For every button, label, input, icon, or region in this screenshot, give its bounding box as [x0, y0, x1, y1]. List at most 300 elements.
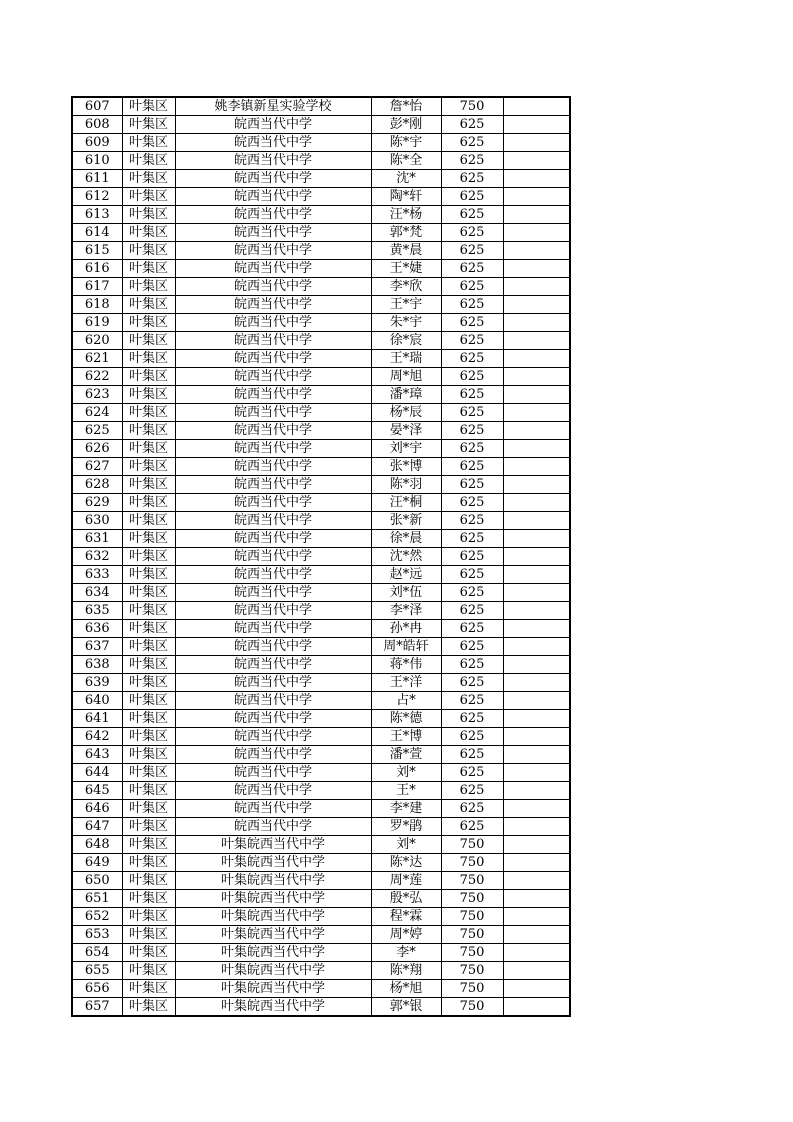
note-cell [503, 836, 570, 854]
amount-cell: 625 [441, 764, 503, 782]
school-cell: 皖西当代中学 [175, 350, 371, 368]
table-row [72, 656, 570, 674]
note-cell [503, 980, 570, 998]
table-row [72, 818, 570, 836]
amount-cell: 625 [441, 404, 503, 422]
row-number-cell: 657 [72, 998, 122, 1017]
school-cell: 皖西当代中学 [175, 674, 371, 692]
amount-cell: 625 [441, 782, 503, 800]
student-name-cell: 潘*萱 [371, 746, 441, 764]
table-row [72, 908, 570, 926]
row-number-cell: 642 [72, 728, 122, 746]
amount-cell: 750 [441, 854, 503, 872]
table-row [72, 116, 570, 134]
amount-cell: 750 [441, 926, 503, 944]
district-cell: 叶集区 [122, 530, 175, 548]
table-row [72, 296, 570, 314]
amount-cell: 625 [441, 296, 503, 314]
roster-table [71, 96, 571, 1017]
school-cell: 皖西当代中学 [175, 242, 371, 260]
table-row [72, 962, 570, 980]
amount-cell: 750 [441, 97, 503, 116]
school-cell: 皖西当代中学 [175, 800, 371, 818]
student-name-cell: 陈*翔 [371, 962, 441, 980]
district-cell: 叶集区 [122, 494, 175, 512]
district-cell: 叶集区 [122, 872, 175, 890]
table-row [72, 548, 570, 566]
table-row [72, 926, 570, 944]
table-row [72, 854, 570, 872]
note-cell [503, 422, 570, 440]
row-number-cell: 627 [72, 458, 122, 476]
row-number-cell: 654 [72, 944, 122, 962]
note-cell [503, 638, 570, 656]
district-cell: 叶集区 [122, 620, 175, 638]
note-cell [503, 926, 570, 944]
district-cell: 叶集区 [122, 260, 175, 278]
student-name-cell: 占* [371, 692, 441, 710]
table-row [72, 170, 570, 188]
note-cell [503, 512, 570, 530]
table-row [72, 620, 570, 638]
district-cell: 叶集区 [122, 512, 175, 530]
row-number-cell: 641 [72, 710, 122, 728]
district-cell: 叶集区 [122, 314, 175, 332]
note-cell [503, 170, 570, 188]
note-cell [503, 908, 570, 926]
table-row [72, 530, 570, 548]
school-cell: 皖西当代中学 [175, 134, 371, 152]
row-number-cell: 630 [72, 512, 122, 530]
table-row [72, 386, 570, 404]
row-number-cell: 610 [72, 152, 122, 170]
row-number-cell: 656 [72, 980, 122, 998]
amount-cell: 625 [441, 386, 503, 404]
district-cell: 叶集区 [122, 638, 175, 656]
district-cell: 叶集区 [122, 656, 175, 674]
school-cell: 皖西当代中学 [175, 458, 371, 476]
amount-cell: 625 [441, 422, 503, 440]
student-name-cell: 王* [371, 782, 441, 800]
district-cell: 叶集区 [122, 890, 175, 908]
row-number-cell: 629 [72, 494, 122, 512]
table-row [72, 512, 570, 530]
student-name-cell: 杨*辰 [371, 404, 441, 422]
school-cell: 皖西当代中学 [175, 296, 371, 314]
school-cell: 皖西当代中学 [175, 764, 371, 782]
amount-cell: 625 [441, 458, 503, 476]
table-row [72, 206, 570, 224]
amount-cell: 750 [441, 890, 503, 908]
note-cell [503, 962, 570, 980]
row-number-cell: 626 [72, 440, 122, 458]
note-cell [503, 998, 570, 1017]
note-cell [503, 278, 570, 296]
district-cell: 叶集区 [122, 134, 175, 152]
row-number-cell: 624 [72, 404, 122, 422]
school-cell: 皖西当代中学 [175, 188, 371, 206]
table-row [72, 890, 570, 908]
school-cell: 叶集皖西当代中学 [175, 890, 371, 908]
school-cell: 皖西当代中学 [175, 422, 371, 440]
note-cell [503, 710, 570, 728]
row-number-cell: 647 [72, 818, 122, 836]
amount-cell: 625 [441, 170, 503, 188]
row-number-cell: 618 [72, 296, 122, 314]
school-cell: 皖西当代中学 [175, 278, 371, 296]
amount-cell: 625 [441, 620, 503, 638]
table-row [72, 674, 570, 692]
student-name-cell: 陈*全 [371, 152, 441, 170]
student-name-cell: 周*婷 [371, 926, 441, 944]
amount-cell: 625 [441, 368, 503, 386]
district-cell: 叶集区 [122, 962, 175, 980]
amount-cell: 750 [441, 836, 503, 854]
row-number-cell: 643 [72, 746, 122, 764]
student-name-cell: 郭*梵 [371, 224, 441, 242]
amount-cell: 625 [441, 800, 503, 818]
amount-cell: 750 [441, 908, 503, 926]
table-row [72, 440, 570, 458]
row-number-cell: 653 [72, 926, 122, 944]
district-cell: 叶集区 [122, 800, 175, 818]
note-cell [503, 854, 570, 872]
school-cell: 皖西当代中学 [175, 728, 371, 746]
row-number-cell: 631 [72, 530, 122, 548]
district-cell: 叶集区 [122, 242, 175, 260]
table-row [72, 728, 570, 746]
note-cell [503, 656, 570, 674]
student-name-cell: 刘*伍 [371, 584, 441, 602]
district-cell: 叶集区 [122, 476, 175, 494]
row-number-cell: 632 [72, 548, 122, 566]
table-row [72, 764, 570, 782]
table-row [72, 566, 570, 584]
row-number-cell: 628 [72, 476, 122, 494]
note-cell [503, 674, 570, 692]
school-cell: 叶集皖西当代中学 [175, 980, 371, 998]
district-cell: 叶集区 [122, 404, 175, 422]
student-name-cell: 晏*泽 [371, 422, 441, 440]
row-number-cell: 616 [72, 260, 122, 278]
school-cell: 皖西当代中学 [175, 602, 371, 620]
row-number-cell: 648 [72, 836, 122, 854]
table-row [72, 188, 570, 206]
table-row [72, 368, 570, 386]
district-cell: 叶集区 [122, 854, 175, 872]
district-cell: 叶集区 [122, 296, 175, 314]
amount-cell: 750 [441, 872, 503, 890]
amount-cell: 625 [441, 710, 503, 728]
row-number-cell: 613 [72, 206, 122, 224]
school-cell: 皖西当代中学 [175, 782, 371, 800]
student-name-cell: 周*莲 [371, 872, 441, 890]
amount-cell: 625 [441, 224, 503, 242]
table-row [72, 97, 570, 116]
note-cell [503, 404, 570, 422]
school-cell: 皖西当代中学 [175, 314, 371, 332]
table-row [72, 602, 570, 620]
row-number-cell: 644 [72, 764, 122, 782]
student-name-cell: 赵*远 [371, 566, 441, 584]
row-number-cell: 652 [72, 908, 122, 926]
student-name-cell: 张*新 [371, 512, 441, 530]
school-cell: 叶集皖西当代中学 [175, 998, 371, 1017]
amount-cell: 750 [441, 944, 503, 962]
note-cell [503, 206, 570, 224]
district-cell: 叶集区 [122, 998, 175, 1017]
amount-cell: 625 [441, 134, 503, 152]
district-cell: 叶集区 [122, 350, 175, 368]
note-cell [503, 242, 570, 260]
row-number-cell: 636 [72, 620, 122, 638]
amount-cell: 625 [441, 638, 503, 656]
note-cell [503, 782, 570, 800]
note-cell [503, 818, 570, 836]
school-cell: 皖西当代中学 [175, 476, 371, 494]
table-row [72, 350, 570, 368]
note-cell [503, 332, 570, 350]
school-cell: 叶集皖西当代中学 [175, 962, 371, 980]
student-name-cell: 陈*宇 [371, 134, 441, 152]
note-cell [503, 134, 570, 152]
district-cell: 叶集区 [122, 980, 175, 998]
student-name-cell: 刘* [371, 764, 441, 782]
school-cell: 皖西当代中学 [175, 818, 371, 836]
district-cell: 叶集区 [122, 764, 175, 782]
amount-cell: 625 [441, 494, 503, 512]
student-name-cell: 孙*冉 [371, 620, 441, 638]
student-name-cell: 徐*宸 [371, 332, 441, 350]
student-name-cell: 李* [371, 944, 441, 962]
amount-cell: 625 [441, 548, 503, 566]
amount-cell: 625 [441, 674, 503, 692]
student-name-cell: 詹*怡 [371, 97, 441, 116]
row-number-cell: 621 [72, 350, 122, 368]
school-cell: 皖西当代中学 [175, 386, 371, 404]
table-row [72, 404, 570, 422]
table-row [72, 152, 570, 170]
district-cell: 叶集区 [122, 332, 175, 350]
row-number-cell: 651 [72, 890, 122, 908]
school-cell: 皖西当代中学 [175, 404, 371, 422]
district-cell: 叶集区 [122, 692, 175, 710]
note-cell [503, 728, 570, 746]
amount-cell: 750 [441, 998, 503, 1017]
student-name-cell: 汪*桐 [371, 494, 441, 512]
table-row [72, 476, 570, 494]
row-number-cell: 623 [72, 386, 122, 404]
row-number-cell: 611 [72, 170, 122, 188]
row-number-cell: 640 [72, 692, 122, 710]
table-row [72, 314, 570, 332]
note-cell [503, 548, 570, 566]
note-cell [503, 764, 570, 782]
school-cell: 皖西当代中学 [175, 116, 371, 134]
district-cell: 叶集区 [122, 386, 175, 404]
amount-cell: 625 [441, 530, 503, 548]
school-cell: 皖西当代中学 [175, 206, 371, 224]
school-cell: 皖西当代中学 [175, 224, 371, 242]
student-name-cell: 蒋*伟 [371, 656, 441, 674]
note-cell [503, 494, 570, 512]
district-cell: 叶集区 [122, 944, 175, 962]
amount-cell: 625 [441, 818, 503, 836]
district-cell: 叶集区 [122, 152, 175, 170]
amount-cell: 750 [441, 980, 503, 998]
table-row [72, 998, 570, 1017]
district-cell: 叶集区 [122, 224, 175, 242]
table-row [72, 710, 570, 728]
table-row [72, 872, 570, 890]
table-row [72, 746, 570, 764]
note-cell [503, 890, 570, 908]
student-name-cell: 李*欣 [371, 278, 441, 296]
school-cell: 皖西当代中学 [175, 152, 371, 170]
student-name-cell: 周*皓轩 [371, 638, 441, 656]
amount-cell: 625 [441, 152, 503, 170]
row-number-cell: 655 [72, 962, 122, 980]
student-name-cell: 黄*晨 [371, 242, 441, 260]
note-cell [503, 350, 570, 368]
note-cell [503, 296, 570, 314]
table-row [72, 332, 570, 350]
district-cell: 叶集区 [122, 440, 175, 458]
table-row [72, 800, 570, 818]
student-name-cell: 陈*德 [371, 710, 441, 728]
school-cell: 皖西当代中学 [175, 620, 371, 638]
note-cell [503, 224, 570, 242]
note-cell [503, 116, 570, 134]
student-name-cell: 汪*杨 [371, 206, 441, 224]
school-cell: 皖西当代中学 [175, 584, 371, 602]
row-number-cell: 622 [72, 368, 122, 386]
row-number-cell: 646 [72, 800, 122, 818]
note-cell [503, 944, 570, 962]
amount-cell: 625 [441, 260, 503, 278]
district-cell: 叶集区 [122, 818, 175, 836]
amount-cell: 625 [441, 602, 503, 620]
table-row [72, 422, 570, 440]
note-cell [503, 800, 570, 818]
row-number-cell: 619 [72, 314, 122, 332]
student-name-cell: 陶*轩 [371, 188, 441, 206]
student-name-cell: 沈*然 [371, 548, 441, 566]
row-number-cell: 617 [72, 278, 122, 296]
note-cell [503, 386, 570, 404]
school-cell: 皖西当代中学 [175, 656, 371, 674]
student-name-cell: 周*旭 [371, 368, 441, 386]
district-cell: 叶集区 [122, 926, 175, 944]
district-cell: 叶集区 [122, 782, 175, 800]
row-number-cell: 638 [72, 656, 122, 674]
student-name-cell: 杨*旭 [371, 980, 441, 998]
amount-cell: 625 [441, 746, 503, 764]
school-cell: 叶集皖西当代中学 [175, 944, 371, 962]
amount-cell: 625 [441, 116, 503, 134]
school-cell: 皖西当代中学 [175, 440, 371, 458]
student-name-cell: 张*博 [371, 458, 441, 476]
student-name-cell: 刘*宇 [371, 440, 441, 458]
table-row [72, 458, 570, 476]
school-cell: 皖西当代中学 [175, 746, 371, 764]
note-cell [503, 368, 570, 386]
amount-cell: 625 [441, 350, 503, 368]
table-row [72, 260, 570, 278]
student-name-cell: 王*瑞 [371, 350, 441, 368]
district-cell: 叶集区 [122, 908, 175, 926]
table-row [72, 224, 570, 242]
row-number-cell: 650 [72, 872, 122, 890]
table-row [72, 134, 570, 152]
row-number-cell: 645 [72, 782, 122, 800]
district-cell: 叶集区 [122, 458, 175, 476]
school-cell: 叶集皖西当代中学 [175, 836, 371, 854]
note-cell [503, 476, 570, 494]
student-name-cell: 罗*鹃 [371, 818, 441, 836]
row-number-cell: 608 [72, 116, 122, 134]
student-name-cell: 郭*银 [371, 998, 441, 1017]
table-row [72, 692, 570, 710]
school-cell: 皖西当代中学 [175, 692, 371, 710]
note-cell [503, 566, 570, 584]
note-cell [503, 458, 570, 476]
student-name-cell: 李*泽 [371, 602, 441, 620]
student-name-cell: 王*婕 [371, 260, 441, 278]
table-row [72, 980, 570, 998]
district-cell: 叶集区 [122, 170, 175, 188]
school-cell: 叶集皖西当代中学 [175, 926, 371, 944]
row-number-cell: 634 [72, 584, 122, 602]
note-cell [503, 620, 570, 638]
note-cell [503, 97, 570, 116]
district-cell: 叶集区 [122, 584, 175, 602]
amount-cell: 625 [441, 512, 503, 530]
school-cell: 皖西当代中学 [175, 566, 371, 584]
student-name-cell: 潘*璋 [371, 386, 441, 404]
student-name-cell: 刘* [371, 836, 441, 854]
school-cell: 皖西当代中学 [175, 368, 371, 386]
district-cell: 叶集区 [122, 116, 175, 134]
table-row [72, 278, 570, 296]
note-cell [503, 152, 570, 170]
district-cell: 叶集区 [122, 422, 175, 440]
note-cell [503, 188, 570, 206]
table-row [72, 494, 570, 512]
note-cell [503, 314, 570, 332]
district-cell: 叶集区 [122, 278, 175, 296]
district-cell: 叶集区 [122, 836, 175, 854]
table-row [72, 782, 570, 800]
school-cell: 皖西当代中学 [175, 710, 371, 728]
amount-cell: 625 [441, 476, 503, 494]
note-cell [503, 260, 570, 278]
amount-cell: 625 [441, 566, 503, 584]
school-cell: 姚李镇新星实验学校 [175, 97, 371, 116]
school-cell: 叶集皖西当代中学 [175, 872, 371, 890]
school-cell: 皖西当代中学 [175, 530, 371, 548]
district-cell: 叶集区 [122, 368, 175, 386]
student-name-cell: 陈*羽 [371, 476, 441, 494]
row-number-cell: 633 [72, 566, 122, 584]
table-row [72, 584, 570, 602]
table-row [72, 836, 570, 854]
school-cell: 叶集皖西当代中学 [175, 908, 371, 926]
student-name-cell: 李*建 [371, 800, 441, 818]
amount-cell: 625 [441, 278, 503, 296]
row-number-cell: 635 [72, 602, 122, 620]
note-cell [503, 746, 570, 764]
